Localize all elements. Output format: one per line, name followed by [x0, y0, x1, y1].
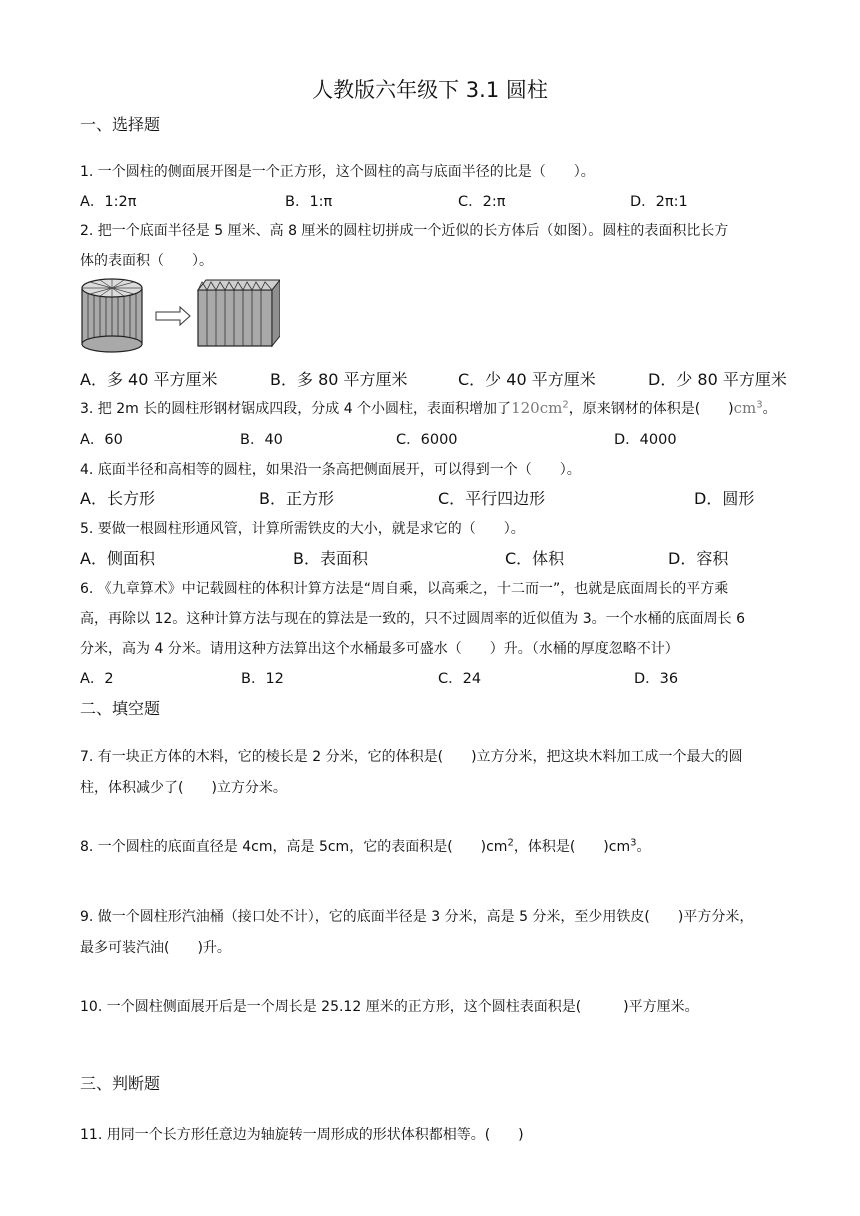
page-title: 人教版六年级下 3.1 圆柱: [312, 78, 548, 102]
q4-option-d: D．圆形: [694, 489, 755, 508]
q6-option-d: D．36: [634, 671, 679, 687]
q3-area-exp: 2: [562, 399, 569, 411]
q8-exp-2: 3: [630, 837, 637, 849]
q4-option-c: C．平行四边形: [438, 489, 546, 508]
q2-option-d: D．少 80 平方厘米: [648, 370, 787, 389]
q5-option-b: B．表面积: [293, 549, 368, 568]
question-10-text: 10. 一个圆柱侧面展开后是一个周长是 25.12 厘米的正方形，这个圆柱表面积是( )平方厘米。: [80, 999, 699, 1015]
q2-option-c: C．少 40 平方厘米: [458, 370, 596, 389]
question-9-line1: 9. 做一个圆柱形汽油桶（接口处不计），它的底面半径是 3 分米，高是 5 分米，至少用铁皮( )平方分米，: [80, 909, 754, 925]
question-1-text: 1. 一个圆柱的侧面展开图是一个正方形，这个圆柱的高与底面半径的比是（ ）。: [80, 164, 595, 180]
q1-option-c: C．2:π: [458, 194, 506, 210]
q3-option-c: C．6000: [396, 432, 458, 448]
q1-option-d: D．2π:1: [630, 194, 688, 210]
question-3-text: [80, 398, 777, 418]
q3-text-a: 3. 把 2m 长的圆柱形钢材锯成四段，分成 4 个小圆柱，表面积增加了: [80, 401, 512, 417]
q3-option-b: B．40: [240, 432, 283, 448]
question-11-text: 11. 用同一个长方形任意边为轴旋转一周形成的形状体积都相等。( ): [80, 1127, 524, 1143]
section-heading-judge: 三、判断题: [80, 1074, 161, 1093]
q5-option-d: D．容积: [668, 549, 729, 568]
question-6-line3: 分米，高为 4 分米。请用这种方法算出这个水桶最多可盛水（ ）升。（水桶的厚度忽略不计）: [80, 641, 679, 657]
q8-exp-1: 2: [507, 837, 514, 849]
question-7-line2: 柱，体积减少了( )立方分米。: [80, 780, 287, 796]
q3-vol-unit: cm: [733, 399, 757, 417]
q6-option-a: A．2: [80, 671, 114, 687]
question-6-line1: 6. 《九章算术》中记载圆柱的体积计算方法是“周自乘，以高乘之，十二而一”，也就是底面周长的平方乘: [80, 581, 729, 597]
q2-option-a: A．多 40 平方厘米: [80, 370, 218, 389]
question-9-line2: 最多可装汽油( )升。: [80, 940, 231, 956]
q6-option-c: C．24: [438, 671, 482, 687]
question-8-text: [80, 836, 650, 856]
q1-option-b: B．1:π: [285, 194, 333, 210]
question-2-line1: 2. 把一个底面半径是 5 厘米、高 8 厘米的圆柱切拼成一个近似的长方体后（如图）。圆柱的表面积比长方: [80, 223, 729, 239]
q5-option-a: A．侧面积: [80, 549, 155, 568]
q8-text-b: ，体积是( )cm: [513, 839, 631, 855]
q3-text-b: ，原来钢材的体积是( ): [568, 401, 734, 417]
q4-option-b: B．正方形: [259, 489, 334, 508]
q3-text-end: 。: [762, 401, 777, 417]
section-heading-choice: 一、选择题: [80, 115, 161, 134]
question-6-line2: 高，再除以 12。这种计算方法与现在的算法是一致的，只不过圆周率的近似值为 3。一个水桶的底面周长 6: [80, 611, 745, 627]
question-5-text: 5. 要做一根圆柱形通风管，计算所需铁皮的大小，就是求它的（ ）。: [80, 521, 525, 537]
q3-area-value: 120cm: [511, 399, 563, 417]
q3-option-a: A．60: [80, 432, 123, 448]
cylinder-to-cuboid-figure: [80, 276, 280, 354]
q8-text-a: 8. 一个圆柱的底面直径是 4cm，高是 5cm，它的表面积是( )cm: [80, 839, 508, 855]
q5-option-c: C．体积: [505, 549, 565, 568]
q3-option-d: D．4000: [614, 432, 677, 448]
q6-option-b: B．12: [241, 671, 284, 687]
question-2-line2: 体的表面积（ ）。: [80, 253, 213, 269]
q3-vol-exp: 3: [756, 399, 763, 411]
q8-text-end: 。: [636, 839, 651, 855]
question-7-line1: 7. 有一块正方体的木料，它的棱长是 2 分米，它的体积是( )立方分米，把这块木料加工成一个最大的圆: [80, 749, 743, 765]
q2-option-b: B．多 80 平方厘米: [270, 370, 408, 389]
q4-option-a: A．长方形: [80, 489, 155, 508]
q1-option-a: A．1:2π: [80, 194, 137, 210]
section-heading-fill: 二、填空题: [80, 699, 161, 718]
question-4-text: 4. 底面半径和高相等的圆柱，如果沿一条高把侧面展开，可以得到一个（ ）。: [80, 462, 581, 478]
